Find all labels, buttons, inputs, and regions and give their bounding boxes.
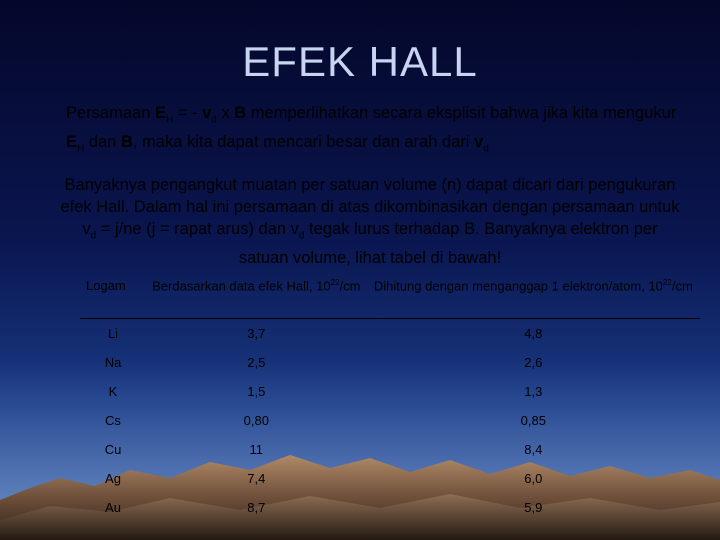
table-row xyxy=(80,435,700,464)
table-row xyxy=(80,406,700,435)
cell-logam: Cu xyxy=(104,442,122,457)
cell-calc: 0,85 xyxy=(520,413,546,428)
cell-hall: 1,5 xyxy=(247,384,266,399)
electron-density-table xyxy=(80,274,700,522)
table-row xyxy=(80,464,700,493)
intro-paragraph: Persamaan $E_H$ = - $v_d$ x B memperlihatkan secara eksplisit bahwa jika kita mengukur $E_H$ dan B, maka kita dapat mencari besar dan arah dari $v_d$ xyxy=(66,104,677,155)
table-header-row xyxy=(80,274,700,319)
table-row xyxy=(80,348,700,377)
table-row xyxy=(80,377,700,406)
cell-hall: 11 xyxy=(249,442,264,457)
table-row xyxy=(80,319,700,349)
header-logam: Logam xyxy=(86,278,126,293)
table-row xyxy=(80,493,700,522)
header-calculated: Dihitung dengan menganggap 1 elektron/atom, $10^{22}/cm$ xyxy=(373,278,693,294)
cell-hall: 7,4 xyxy=(247,471,266,486)
cell-calc: 2,6 xyxy=(524,355,543,370)
cell-logam: Cs xyxy=(105,413,121,428)
cell-calc: 5,9 xyxy=(524,500,543,515)
cell-hall: 3,7 xyxy=(247,326,266,341)
carrier-density-paragraph: Banyaknya pengangkut muatan per satuan volume (n) dapat dicari dari pengukuran efek Hall. Dalam hal ini persamaan di atas dikombinasikan dengan persamaan untuk $v_d = j/ne$ (j = rapat arus) dan $v_d$ tegak lurus terhadap B. Banyaknya elektron per satuan volume, lihat tabel di bawah! xyxy=(60,176,680,268)
cell-logam: Li xyxy=(107,326,119,341)
cell-logam: K xyxy=(108,384,118,399)
header-hall-data: Berdasarkan data efek Hall, $10^{22}/cm$ xyxy=(152,278,361,294)
cell-calc: 1,3 xyxy=(524,384,543,399)
cell-calc: 8,4 xyxy=(524,442,543,457)
cell-hall: 2,5 xyxy=(247,355,266,370)
cell-logam: Ag xyxy=(105,471,121,486)
page-title: EFEK HALL xyxy=(242,38,478,85)
cell-hall: 8,7 xyxy=(247,500,266,515)
cell-logam: Na xyxy=(104,355,122,370)
cell-calc: 4,8 xyxy=(524,326,543,341)
cell-hall: 0,80 xyxy=(243,413,269,428)
cell-calc: 6,0 xyxy=(524,471,543,486)
cell-logam: Au xyxy=(105,500,121,515)
